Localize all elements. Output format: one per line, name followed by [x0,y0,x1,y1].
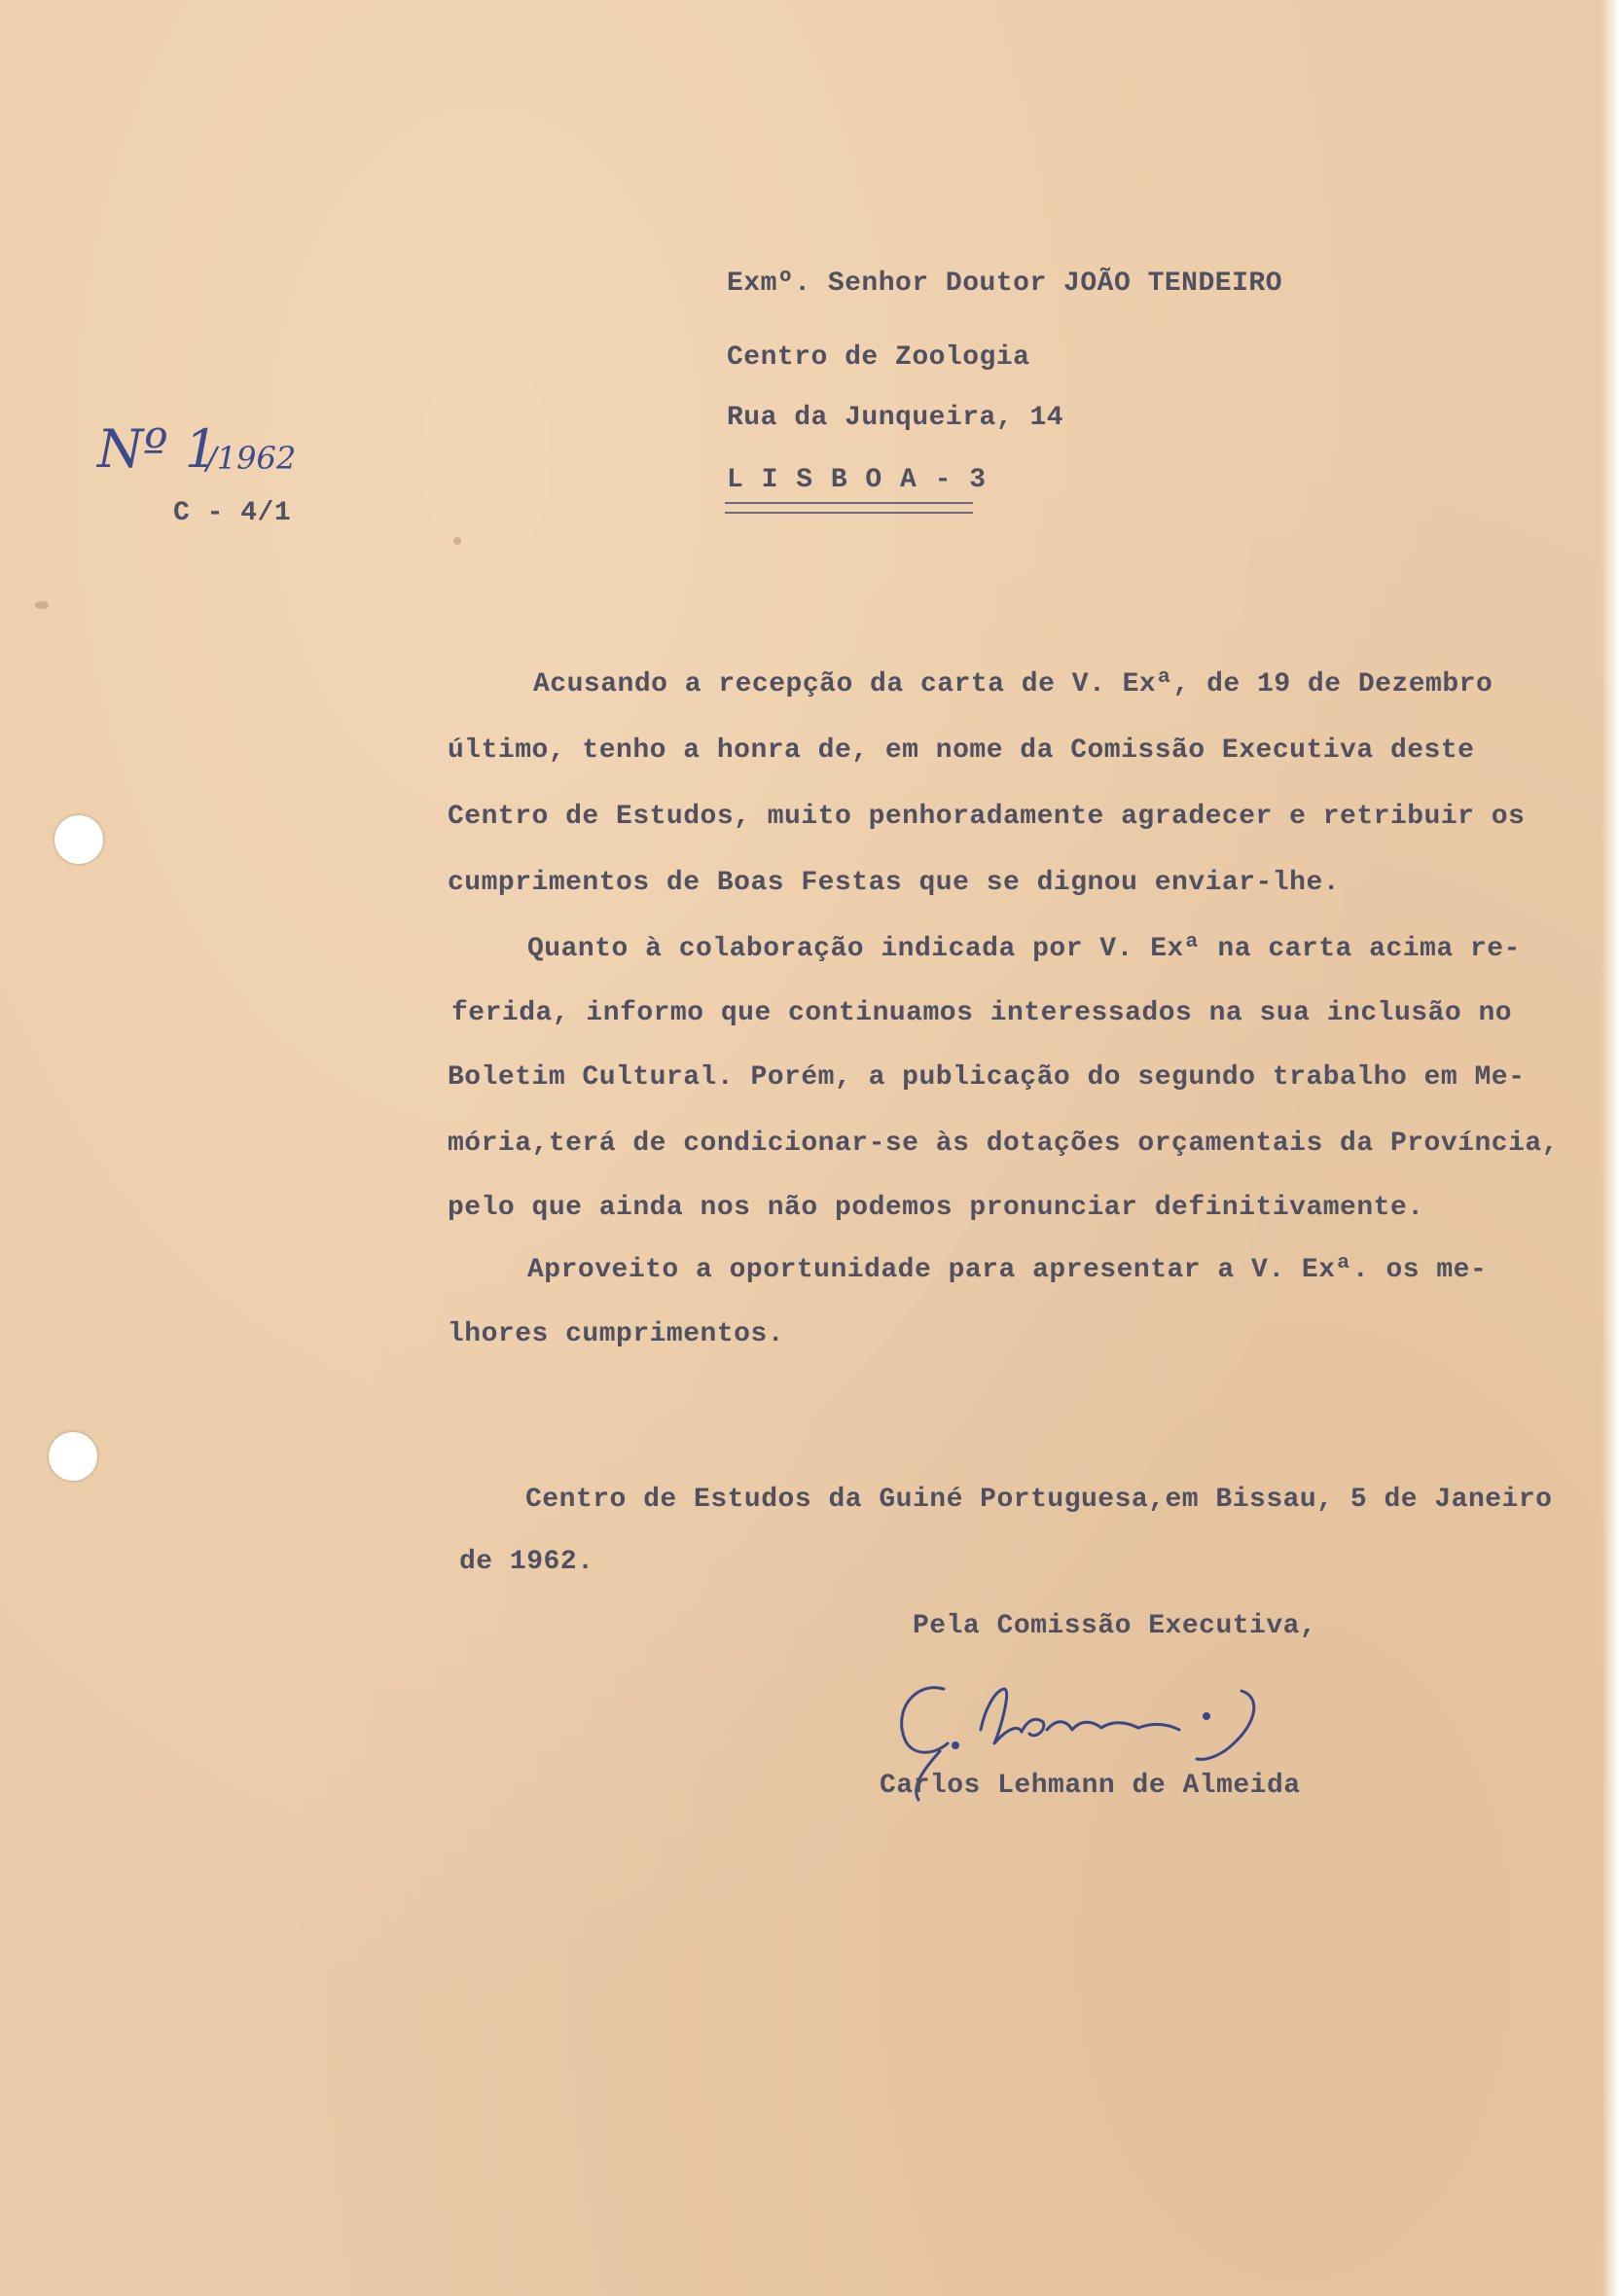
body-p1-line-1: Acusando a recepção da carta de V. Exª, de 19 de Dezembro [533,669,1493,700]
paper-edge [1601,0,1619,2296]
addressee-line-1: Exmº. Senhor Doutor JOÃO TENDEIRO [727,269,1282,299]
body-p1-line-2: último, tenho a honra de, em nome da Comissão Executiva deste [448,735,1475,766]
file-year-handwritten: /1962 [206,440,297,477]
addressee-line-3: Rua da Junqueira, 14 [727,403,1064,433]
body-p2-line-3: Boletim Cultural. Porém, a publicação do segundo trabalho em Me- [448,1062,1526,1093]
body-p1-line-4: cumprimentos de Boas Festas que se dignou enviar-lhe. [448,868,1341,898]
punch-hole-top [54,815,103,864]
address-underline [725,502,973,514]
addressee-line-2: Centro de Zoologia [727,342,1030,373]
place-date-line-2: de 1962. [459,1547,594,1577]
ink-spot [453,537,461,545]
place-date-line-1: Centro de Estudos da Guiné Portuguesa,em Bissau, 5 de Janeiro [525,1485,1553,1515]
ink-spot [35,601,49,609]
body-p2-line-1: Quanto à colaboração indicada por V. Exª na carta acima re- [527,934,1521,964]
file-number-handwritten: Nº 1 [97,418,219,480]
body-p1-line-3: Centro de Estudos, muito penhoradamente agradecer e retribuir os [448,802,1526,832]
file-code: C - 4/1 [173,498,292,528]
signatory-name: Carlos Lehmann de Almeida [880,1771,1301,1801]
body-p2-line-4: mória,terá de condicionar-se às dotações orçamentais da Província, [448,1129,1559,1159]
body-p2-line-2: ferida, informo que continuamos interessados na sua inclusão no [451,998,1513,1028]
addressee-line-4: L I S B O A - 3 [727,465,988,495]
body-p2-line-5: pelo que ainda nos não podemos pronunciar definitivamente. [448,1193,1424,1223]
body-p3-line-1: Aproveito a oportunidade para apresentar a V. Exª. os me- [527,1255,1488,1285]
body-p3-line-2: lhores cumprimentos. [448,1319,785,1349]
punch-hole-bottom [49,1432,97,1481]
closing-on-behalf: Pela Comissão Executiva, [913,1611,1317,1641]
